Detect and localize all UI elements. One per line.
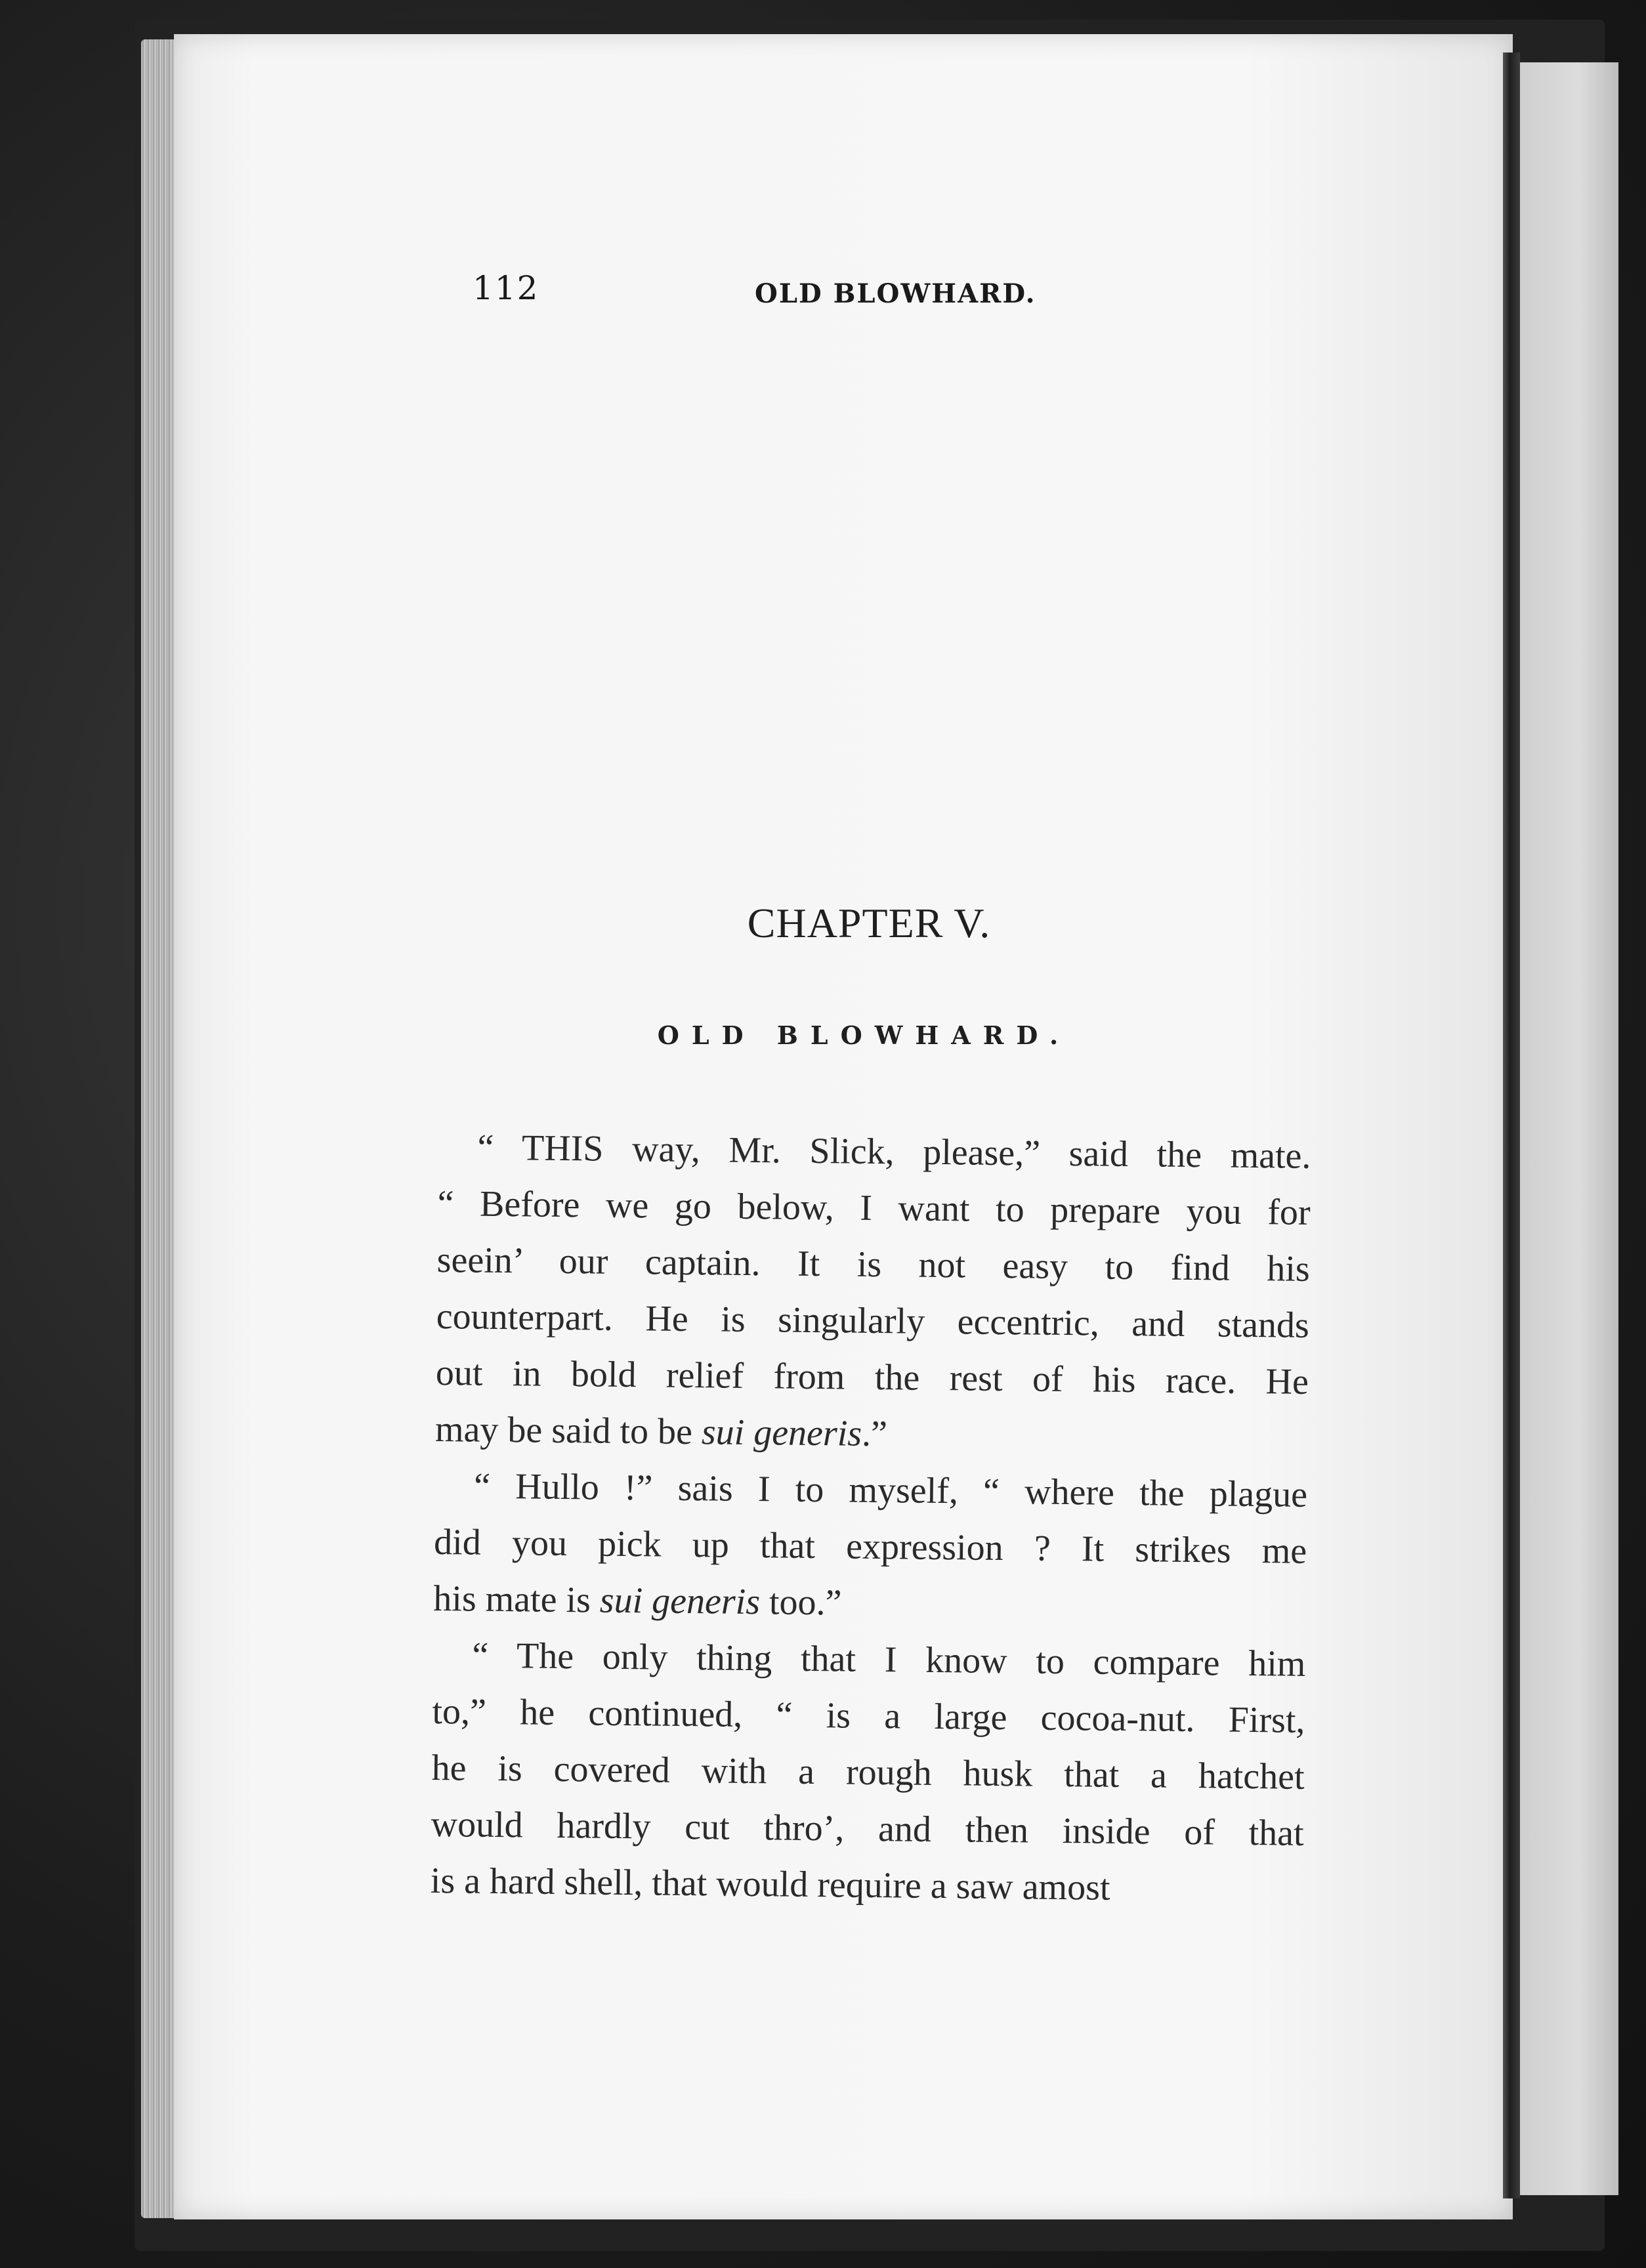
text-line: “ The only thing that I know to compare him — [472, 1635, 1306, 1685]
body-text — [430, 1119, 1311, 1918]
text-line: “ Hullo !” sais I to myself, “ where the plague — [473, 1465, 1308, 1515]
paragraph — [430, 1627, 1305, 1918]
text-line: seein’ our captain. It is not easy to find his — [436, 1239, 1311, 1290]
text-line: “ Before we go below, I want to prepare you for — [437, 1183, 1311, 1233]
text-line: is a hard shell, that would require a saw amost — [430, 1860, 1110, 1908]
page-number: 112 — [473, 269, 539, 307]
text-line: out in bold relief from the rest of his race. He — [435, 1352, 1309, 1402]
chapter-title: OLD BLOWHARD. — [657, 1020, 1071, 1050]
paragraph — [433, 1458, 1308, 1636]
text-line: did you pick up that expression ? It strikes me — [433, 1521, 1307, 1572]
text-line: counterpart. He is singularly eccentric, and stands — [436, 1295, 1310, 1346]
book-gutter — [1503, 52, 1520, 2198]
chapter-heading: CHAPTER V. — [747, 900, 991, 946]
text-line: his mate is sui generis too.” — [433, 1578, 842, 1624]
text-line: he is covered with a rough husk that a hatchet — [431, 1747, 1305, 1797]
text-line: to,” he continued, “ is a large cocoa-nut. First, — [432, 1690, 1305, 1741]
text-line: would hardly cut thro’, and then inside of that — [431, 1803, 1304, 1854]
text-line: “ THIS way, Mr. Slick, please,” said the mate. — [477, 1127, 1311, 1177]
facing-page-edge — [1520, 62, 1618, 2195]
running-title: OLD BLOWHARD. — [755, 278, 1036, 309]
text-line: may be said to be sui generis.” — [434, 1408, 888, 1455]
paragraph — [435, 1119, 1311, 1467]
